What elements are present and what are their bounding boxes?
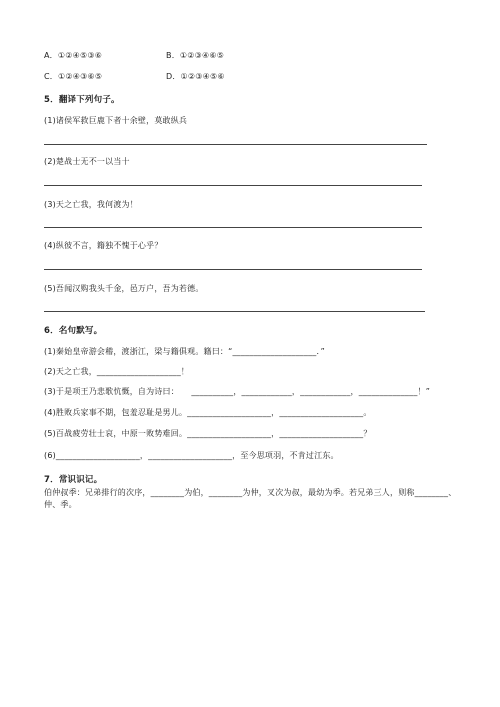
q6-title: 6．名句默写。: [44, 326, 103, 336]
q6-line-2: (2)天之亡我，____________________！: [44, 367, 190, 376]
q6-line-5: (5)百战疲劳壮士哀，中原一败势难回。____________________，____________________？: [44, 429, 372, 438]
q6-line-6: (6)____________________，____________________，至今思项羽，不肯过江东。: [44, 451, 339, 460]
q5-sentence-1: (1)诸侯军救巨鹿下者十余壁，莫敢纵兵: [44, 116, 188, 125]
q7-line-2: 仲、季。: [44, 500, 77, 509]
option-a: A．①②④⑤③⑥: [44, 51, 103, 60]
answer-line: [44, 269, 422, 270]
q5-sentence-4: (4)纵彼不言，籍独不愧于心乎？: [44, 241, 163, 250]
option-b: B．①②③④⑥⑤: [166, 51, 225, 60]
q6-line-3: (3)于是项王乃悲歌忼慨，自为诗曰： __________，____________，____________，______________！”: [44, 387, 431, 396]
answer-line: [44, 311, 425, 312]
answer-line: [44, 185, 422, 186]
q7-title: 7．常识识记。: [44, 475, 103, 485]
q7-line-1: 伯仲叔季：兄弟排行的次序，________为伯，________为仲，叉次为叔，最幼为季。若兄弟三人，则称________、: [44, 488, 457, 497]
option-c: C．①②④③⑥⑤: [44, 72, 103, 81]
answer-line: [44, 227, 422, 228]
option-d: D．①②③④⑤⑥: [166, 72, 225, 81]
q5-sentence-2: (2)楚战士无不一以当十: [44, 157, 130, 166]
answer-line: [44, 144, 427, 145]
q5-sentence-3: (3)天之亡我，我何渡为！: [44, 200, 138, 209]
q5-title: 5．翻译下列句子。: [44, 95, 120, 105]
q6-line-1: (1)秦始皇帝游会稽，渡浙江，梁与籍俱观。籍曰：“____________________．”: [44, 347, 326, 356]
q6-line-4: (4)胜败兵家事不期，包羞忍耻是男儿。____________________，____________________。: [44, 408, 372, 417]
q5-sentence-5: (5)吾闻汉购我头千金，邑万户，吾为若德。: [44, 284, 204, 293]
